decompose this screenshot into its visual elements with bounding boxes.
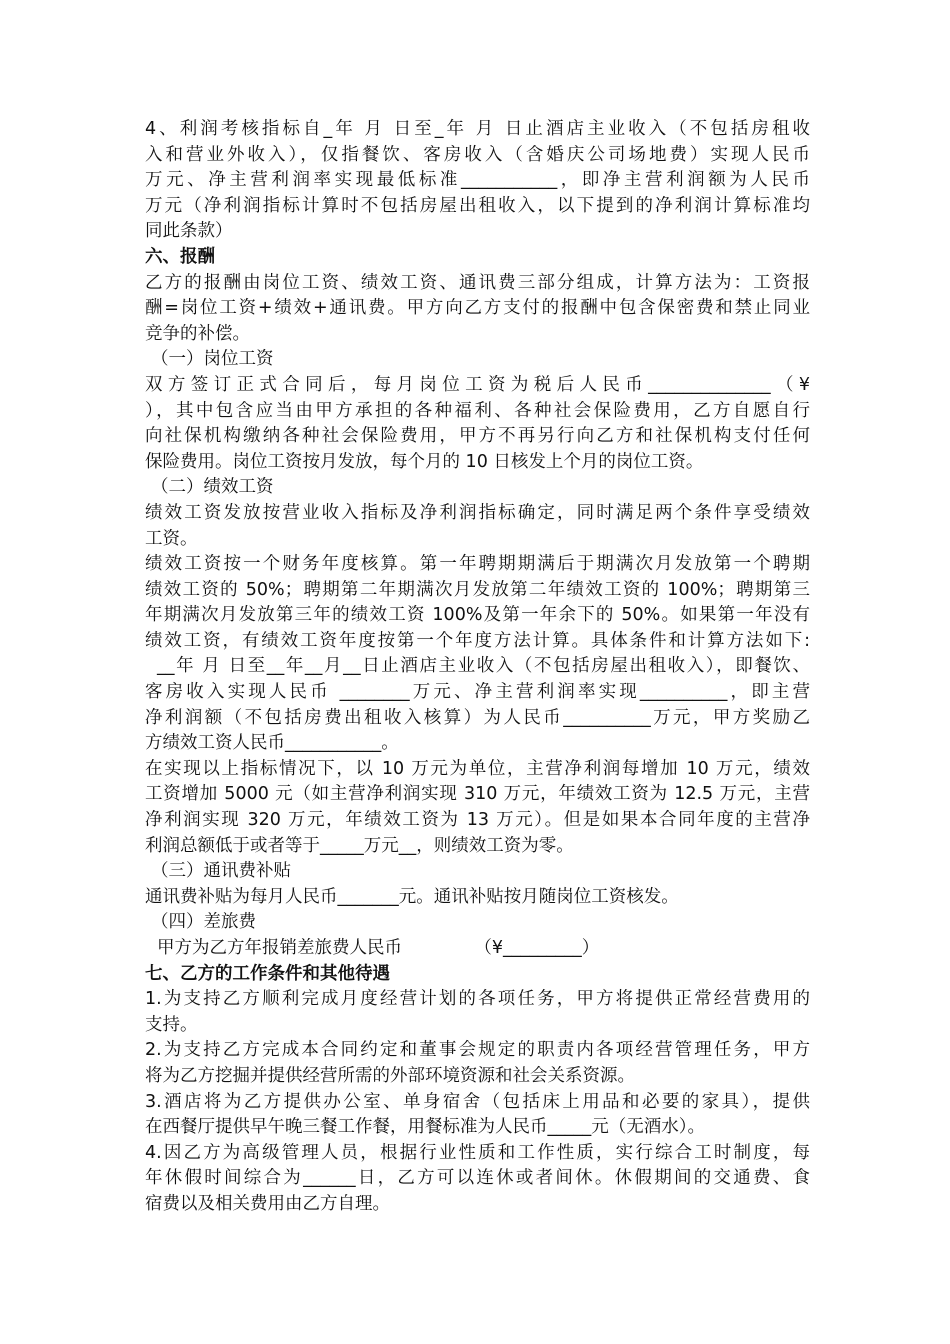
section-heading: 六、报酬 (145, 246, 215, 267)
text-line: 方绩效工资人民币___________。 (145, 733, 399, 754)
text-line: 净利润额（不包括房费出租收入核算）为人民币__________万元，甲方奖励乙 (145, 707, 810, 728)
section-heading: 七、乙方的工作条件和其他待遇 (145, 963, 390, 984)
text-line: 通讯费补贴为每月人民币_______元。通讯补贴按月随岗位工资核发。 (145, 886, 679, 907)
text-line: 在西餐厅提供早午晚三餐工作餐，用餐标准为人民币_____元（无酒水）。 (145, 1117, 705, 1138)
text-line: 利润总额低于或者等于_____万元__，则绩效工资为零。 (145, 835, 574, 856)
text-line: 净利润实现 320 万元，年绩效工资为 13 万元）。但是如果本合同年度的主营净 (145, 810, 810, 831)
text-line: 万元（净利润指标计算时不包括房屋出租收入，以下提到的净利润计算标准均 (145, 195, 810, 216)
subsection-heading: （四）差旅费 (151, 912, 256, 933)
text-line: 绩效工资的 50%；聘期第二年期满次月发放第二年绩效工资的 100%；聘期第三 (145, 579, 810, 600)
text-line: 客房收入实现人民币 ________万元、净主营利润率实现__________，即主营 (145, 682, 810, 703)
text-line: 宿费以及相关费用由乙方自理。 (145, 1193, 390, 1214)
text-line: 保险费用。岗位工资按月发放，每个月的 10 日核发上个月的岗位工资。 (145, 451, 704, 472)
text-line: 4、利润考核指标自_年 月 日至_年 月 日止酒店主业收入（不包括房租收 (145, 119, 810, 139)
text-line: 2.为支持乙方完成本合同约定和董事会规定的职责内各项经营管理任务，甲方 (145, 1040, 810, 1061)
text-line: 在实现以上指标情况下，以 10 万元为单位，主营净利润每增加 10 万元，绩效 (145, 758, 810, 779)
text-line: 年休假时间综合为______日，乙方可以连休或者间休。休假期间的交通费、食 (145, 1168, 810, 1189)
text-line: 绩效工资按一个财务年度核算。第一年聘期期满后于期满次月发放第一个聘期 (145, 554, 810, 575)
text-line: __年 月 日至__年__月__日止酒店主业收入（不包括房屋出租收入），即餐饮、 (157, 656, 810, 677)
subsection-heading: （一）岗位工资 (151, 349, 274, 370)
text-line: 4.因乙方为高级管理人员，根据行业性质和工作性质，实行综合工时制度，每 (145, 1142, 810, 1163)
text-line: 将为乙方挖掘并提供经营所需的外部环境资源和社会关系资源。 (145, 1065, 635, 1086)
text-line: 工资。 (145, 528, 198, 549)
text-line: 双方签订正式合同后，每月岗位工资为税后人民币______________（¥ (145, 374, 810, 395)
text-line: 年期满次月发放第三年的绩效工资 100%及第一年余下的 50%。如果第一年没有 (145, 605, 810, 626)
text-line: 绩效工资，有绩效工资年度按第一个年度方法计算。具体条件和计算方法如下: (145, 630, 810, 651)
text-line: 入和营业外收入），仅指餐饮、客房收入（含婚庆公司场地费）实现人民币 (145, 144, 810, 165)
document-page (145, 117, 810, 1218)
subsection-heading: （二）绩效工资 (151, 477, 274, 498)
text-line: 乙方的报酬由岗位工资、绩效工资、通讯费三部分组成，计算方法为：工资报 (145, 272, 810, 293)
text-line: 支持。 (145, 1014, 198, 1035)
text-line: 竞争的补偿。 (145, 323, 250, 344)
subsection-heading: （三）通讯费补贴 (151, 861, 291, 882)
text-line: 同此条款） (145, 221, 233, 242)
text-line: 甲方为乙方年报销差旅费人民币 （¥_________） (157, 938, 600, 958)
text-line: 工资增加 5000 元（如主营净利润实现 310 万元，年绩效工资为 12.5 万元，主营 (145, 784, 810, 805)
text-line: 酬=岗位工资+绩效+通讯费。甲方向乙方支付的报酬中包含保密费和禁止同业 (145, 298, 810, 319)
text-line: 1.为支持乙方顺利完成月度经营计划的各项任务，甲方将提供正常经营费用的 (145, 989, 810, 1010)
text-line: 绩效工资发放按营业收入指标及净利润指标确定，同时满足两个条件享受绩效 (145, 502, 810, 523)
text-line: ），其中包含应当由甲方承担的各种福利、各种社会保险费用，乙方自愿自行 (145, 400, 810, 421)
text-line: 万元、净主营利润率实现最低标准___________，即净主营利润额为人民币 (145, 170, 810, 191)
text-line: 向社保机构缴纳各种社会保险费用，甲方不再另行向乙方和社保机构支付任何 (145, 426, 810, 447)
text-line: 3.酒店将为乙方提供办公室、单身宿舍（包括床上用品和必要的家具），提供 (145, 1091, 810, 1112)
